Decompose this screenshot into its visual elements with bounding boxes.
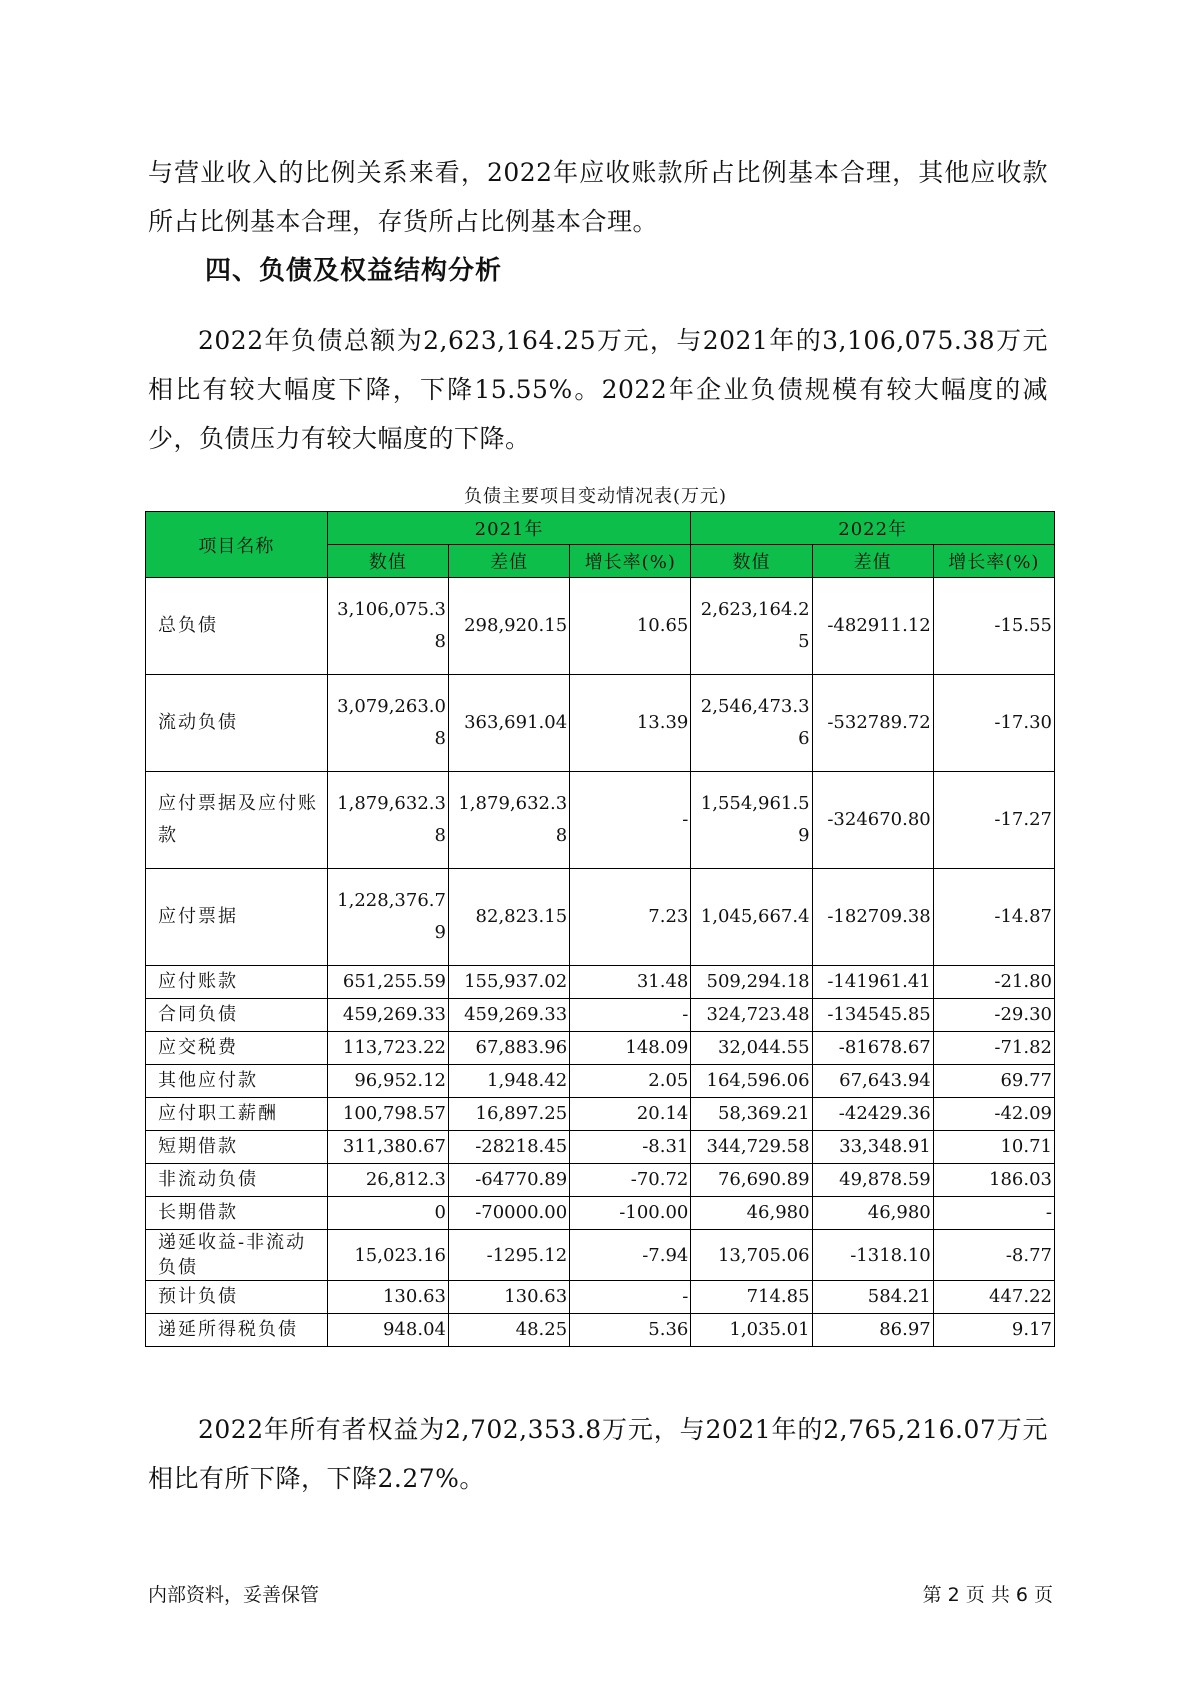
header-growth-2021: 增长率(%) [570, 545, 691, 578]
cell-value-2021: 3,106,075.38 [327, 578, 448, 675]
table-row [146, 1032, 1055, 1065]
cell-growth-2022: -14.87 [933, 869, 1054, 966]
footer-confidential-note: 内部资料，妥善保管 [148, 1584, 320, 1606]
cell-item-name: 长期借款 [146, 1197, 328, 1230]
cell-growth-2021: 10.65 [570, 578, 691, 675]
cell-value-2021: 113,723.22 [327, 1032, 448, 1065]
cell-growth-2021: 20.14 [570, 1098, 691, 1131]
cell-diff-2021: -70000.00 [448, 1197, 569, 1230]
intro-paragraph: 与营业收入的比例关系来看，2022年应收账款所占比例基本合理，其他应收款所占比例基本合理，存货所占比例基本合理。 [148, 158, 1048, 236]
cell-diff-2021: -64770.89 [448, 1164, 569, 1197]
cell-value-2022: 509,294.18 [691, 966, 812, 999]
header-growth-2022: 增长率(%) [933, 545, 1054, 578]
cell-diff-2022: 584.21 [812, 1281, 933, 1314]
cell-item-name: 流动负债 [146, 675, 328, 772]
cell-growth-2022: -15.55 [933, 578, 1054, 675]
table-body [146, 578, 1055, 1347]
cell-diff-2021: -28218.45 [448, 1131, 569, 1164]
cell-growth-2022: 10.71 [933, 1131, 1054, 1164]
header-year-2021: 2021年 [327, 512, 691, 545]
equity-paragraph: 2022年所有者权益为2,702,353.8万元，与2021年的2,765,216.07万元相比有所下降，下降2.27%。 [148, 1415, 1048, 1493]
table-row [146, 1230, 1055, 1281]
cell-diff-2022: -1318.10 [812, 1230, 933, 1281]
table-row [146, 1281, 1055, 1314]
cell-value-2021: 459,269.33 [327, 999, 448, 1032]
liability-paragraph: 2022年负债总额为2,623,164.25万元，与2021年的3,106,075.38万元相比有较大幅度下降，下降15.55%。2022年企业负债规模有较大幅度的减少，负债压力有较大幅度的下降。 [148, 326, 1048, 453]
cell-value-2022: 1,554,961.59 [691, 772, 812, 869]
cell-value-2021: 15,023.16 [327, 1230, 448, 1281]
cell-item-name: 应付职工薪酬 [146, 1098, 328, 1131]
table-row [146, 1098, 1055, 1131]
cell-growth-2022: -8.77 [933, 1230, 1054, 1281]
cell-growth-2021: 7.23 [570, 869, 691, 966]
footer-page-number: 第 2 页 共 6 页 [922, 1584, 1053, 1606]
cell-item-name: 应付票据及应付账款 [146, 772, 328, 869]
table-row [146, 1314, 1055, 1347]
cell-value-2021: 96,952.12 [327, 1065, 448, 1098]
cell-value-2021: 948.04 [327, 1314, 448, 1347]
table-row [146, 772, 1055, 869]
header-item-name: 项目名称 [146, 512, 328, 578]
cell-growth-2021: - [570, 772, 691, 869]
cell-diff-2022: 67,643.94 [812, 1065, 933, 1098]
table-row [146, 578, 1055, 675]
cell-diff-2022: 49,878.59 [812, 1164, 933, 1197]
cell-item-name: 应付票据 [146, 869, 328, 966]
table-caption: 负债主要项目变动情况表(万元) [463, 486, 728, 507]
cell-diff-2022: 33,348.91 [812, 1131, 933, 1164]
table-row [146, 966, 1055, 999]
cell-diff-2021: 1,948.42 [448, 1065, 569, 1098]
cell-growth-2022: 186.03 [933, 1164, 1054, 1197]
cell-diff-2021: 130.63 [448, 1281, 569, 1314]
table-row [146, 1197, 1055, 1230]
cell-diff-2022: -324670.80 [812, 772, 933, 869]
cell-item-name: 预计负债 [146, 1281, 328, 1314]
cell-value-2021: 1,228,376.79 [327, 869, 448, 966]
cell-growth-2022: -17.27 [933, 772, 1054, 869]
cell-diff-2021: 155,937.02 [448, 966, 569, 999]
table-row [146, 675, 1055, 772]
section-heading: 四、负债及权益结构分析 [205, 256, 503, 286]
cell-item-name: 非流动负债 [146, 1164, 328, 1197]
cell-diff-2022: 86.97 [812, 1314, 933, 1347]
cell-diff-2021: 48.25 [448, 1314, 569, 1347]
cell-growth-2021: -7.94 [570, 1230, 691, 1281]
cell-growth-2021: - [570, 999, 691, 1032]
header-value-2022: 数值 [691, 545, 812, 578]
cell-growth-2022: -71.82 [933, 1032, 1054, 1065]
cell-value-2022: 1,035.01 [691, 1314, 812, 1347]
cell-value-2021: 26,812.3 [327, 1164, 448, 1197]
cell-diff-2022: -134545.85 [812, 999, 933, 1032]
cell-value-2022: 32,044.55 [691, 1032, 812, 1065]
cell-growth-2022: - [933, 1197, 1054, 1230]
cell-value-2022: 1,045,667.4 [691, 869, 812, 966]
cell-diff-2021: 1,879,632.38 [448, 772, 569, 869]
cell-value-2022: 164,596.06 [691, 1065, 812, 1098]
table-row [146, 999, 1055, 1032]
header-diff-2022: 差值 [812, 545, 933, 578]
cell-value-2021: 651,255.59 [327, 966, 448, 999]
cell-value-2022: 46,980 [691, 1197, 812, 1230]
header-value-2021: 数值 [327, 545, 448, 578]
cell-value-2022: 324,723.48 [691, 999, 812, 1032]
cell-diff-2022: -482911.12 [812, 578, 933, 675]
cell-item-name: 短期借款 [146, 1131, 328, 1164]
cell-value-2022: 2,623,164.25 [691, 578, 812, 675]
cell-growth-2021: 13.39 [570, 675, 691, 772]
cell-item-name: 递延收益-非流动负债 [146, 1230, 328, 1281]
liability-table [145, 511, 1055, 1347]
table-header-row-years [146, 512, 1055, 545]
cell-value-2022: 76,690.89 [691, 1164, 812, 1197]
header-year-2022: 2022年 [691, 512, 1055, 545]
cell-growth-2022: 69.77 [933, 1065, 1054, 1098]
cell-growth-2021: 31.48 [570, 966, 691, 999]
cell-growth-2022: 447.22 [933, 1281, 1054, 1314]
table-row [146, 1164, 1055, 1197]
cell-growth-2022: -42.09 [933, 1098, 1054, 1131]
cell-value-2022: 13,705.06 [691, 1230, 812, 1281]
cell-value-2022: 344,729.58 [691, 1131, 812, 1164]
cell-growth-2021: 5.36 [570, 1314, 691, 1347]
table-row [146, 1065, 1055, 1098]
cell-diff-2022: -532789.72 [812, 675, 933, 772]
cell-growth-2021: - [570, 1281, 691, 1314]
cell-item-name: 总负债 [146, 578, 328, 675]
cell-growth-2021: -70.72 [570, 1164, 691, 1197]
cell-growth-2022: -29.30 [933, 999, 1054, 1032]
cell-growth-2022: -17.30 [933, 675, 1054, 772]
cell-growth-2021: 148.09 [570, 1032, 691, 1065]
cell-item-name: 应交税费 [146, 1032, 328, 1065]
cell-growth-2021: -8.31 [570, 1131, 691, 1164]
cell-item-name: 合同负债 [146, 999, 328, 1032]
cell-diff-2022: 46,980 [812, 1197, 933, 1230]
cell-growth-2022: -21.80 [933, 966, 1054, 999]
cell-diff-2021: 67,883.96 [448, 1032, 569, 1065]
cell-value-2021: 100,798.57 [327, 1098, 448, 1131]
cell-item-name: 递延所得税负债 [146, 1314, 328, 1347]
cell-diff-2022: -182709.38 [812, 869, 933, 966]
cell-value-2021: 1,879,632.38 [327, 772, 448, 869]
cell-value-2022: 58,369.21 [691, 1098, 812, 1131]
cell-diff-2021: 363,691.04 [448, 675, 569, 772]
cell-diff-2022: -81678.67 [812, 1032, 933, 1065]
cell-growth-2021: -100.00 [570, 1197, 691, 1230]
cell-diff-2021: 459,269.33 [448, 999, 569, 1032]
cell-diff-2022: -141961.41 [812, 966, 933, 999]
cell-value-2021: 311,380.67 [327, 1131, 448, 1164]
cell-value-2022: 2,546,473.36 [691, 675, 812, 772]
table-row [146, 869, 1055, 966]
cell-growth-2021: 2.05 [570, 1065, 691, 1098]
cell-item-name: 应付账款 [146, 966, 328, 999]
cell-value-2021: 3,079,263.08 [327, 675, 448, 772]
cell-item-name: 其他应付款 [146, 1065, 328, 1098]
cell-diff-2021: 82,823.15 [448, 869, 569, 966]
header-diff-2021: 差值 [448, 545, 569, 578]
cell-value-2021: 130.63 [327, 1281, 448, 1314]
cell-diff-2021: 16,897.25 [448, 1098, 569, 1131]
cell-growth-2022: 9.17 [933, 1314, 1054, 1347]
table-row [146, 1131, 1055, 1164]
cell-diff-2021: -1295.12 [448, 1230, 569, 1281]
cell-value-2022: 714.85 [691, 1281, 812, 1314]
cell-value-2021: 0 [327, 1197, 448, 1230]
cell-diff-2022: -42429.36 [812, 1098, 933, 1131]
cell-diff-2021: 298,920.15 [448, 578, 569, 675]
